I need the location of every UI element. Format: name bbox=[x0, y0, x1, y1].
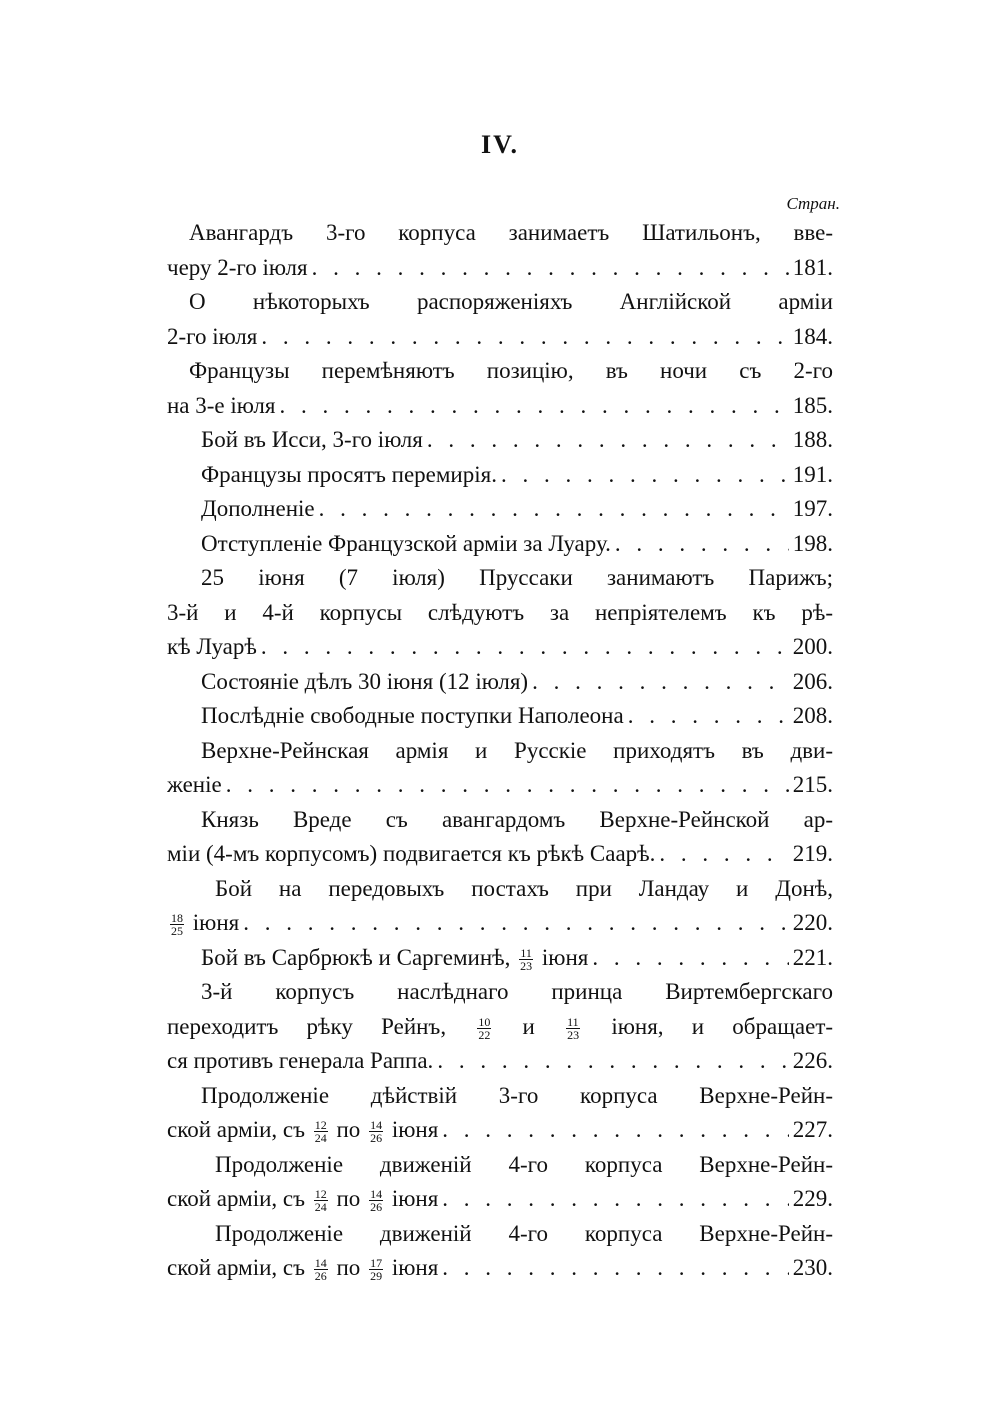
toc-entry bbox=[167, 423, 833, 458]
toc-entry-last-line bbox=[167, 320, 833, 355]
toc-entry-last-line bbox=[167, 458, 833, 493]
dot-leader bbox=[592, 941, 788, 976]
page-column-header: Стран. bbox=[786, 194, 840, 213]
toc-entry-text: Бой въ Сарбрюкѣ и Саргеминѣ, $\frac{11}{23}$ іюня bbox=[201, 944, 589, 973]
toc-entry-text: 3-й и 4-й корпусы слѣдуютъ за непріятелемъ къ рѣ- bbox=[167, 599, 833, 625]
toc-entry bbox=[167, 734, 833, 803]
date-fraction: $\frac{18}{25}$ bbox=[171, 911, 183, 939]
toc-page-number: 230. bbox=[792, 1255, 833, 1280]
dot-leader bbox=[442, 1251, 788, 1286]
toc-entry-text: Бой въ Исси, 3-го іюля bbox=[201, 427, 423, 452]
toc-page-number: 188. bbox=[792, 427, 833, 452]
toc-page-number: 185. bbox=[792, 392, 833, 418]
toc-entry-text: Французы перемѣняютъ позицію, въ ночи съ 2-го bbox=[189, 358, 833, 383]
dot-leader bbox=[532, 665, 789, 700]
toc-entry-text: Продолженіе движеній 4-го корпуса Верхне-Рейн- bbox=[215, 1220, 833, 1246]
toc-entry bbox=[167, 699, 833, 734]
toc-entry-last-line bbox=[167, 630, 833, 665]
dot-leader bbox=[442, 1182, 788, 1217]
toc-entry-last-line bbox=[167, 389, 833, 424]
toc-entry-text: Князь Вреде съ авангардомъ Верхне-Рейнской ар- bbox=[201, 806, 833, 832]
toc-entry-text: ской арміи, съ $\frac{12}{24}$ по $\frac{14}{26}$ іюня bbox=[167, 1186, 439, 1215]
toc-entry-text: черу 2-го іюля bbox=[167, 254, 308, 280]
toc-entry-last-line bbox=[167, 492, 833, 527]
toc-entry bbox=[167, 561, 833, 665]
toc-entry-text: Авангардъ 3-го корпуса занимаетъ Шатильонъ, вве- bbox=[189, 220, 833, 245]
toc-entry-text: женіе bbox=[167, 772, 222, 797]
date-fraction: $\frac{11}{23}$ bbox=[520, 945, 533, 973]
date-fraction: $\frac{14}{26}$ bbox=[370, 1187, 383, 1215]
toc-entry bbox=[167, 492, 833, 527]
toc-entry-last-line bbox=[167, 768, 833, 803]
dot-leader bbox=[442, 1113, 788, 1148]
toc-page-number: 184. bbox=[792, 323, 833, 349]
date-fraction: $\frac{17}{29}$ bbox=[370, 1256, 383, 1284]
toc-entry-last-line bbox=[167, 906, 833, 941]
toc-entry-last-line bbox=[167, 1044, 833, 1079]
toc-entry-text: міи (4-мъ корпусомъ) подвигается къ рѣкѣ Саарѣ. bbox=[167, 841, 656, 866]
date-fraction: $\frac{11}{23}$ bbox=[567, 1014, 580, 1042]
date-fraction: $\frac{12}{24}$ bbox=[314, 1118, 327, 1146]
toc-page-number: 200. bbox=[792, 634, 833, 659]
toc-entry-text: Верхне-Рейнская армія и Русскіе приходятъ въ дви- bbox=[201, 737, 833, 763]
toc-page-number: 191. bbox=[792, 461, 833, 487]
toc-entry-text: Французы просятъ перемирія. bbox=[201, 461, 497, 487]
toc-entry-text: Продолженіе дѣйствій 3-го корпуса Верхне-Рейн- bbox=[201, 1082, 833, 1108]
date-fraction: $\frac{14}{26}$ bbox=[314, 1256, 327, 1284]
toc-entry bbox=[167, 1148, 833, 1217]
toc-entry bbox=[167, 803, 833, 872]
toc-entry bbox=[167, 941, 833, 976]
toc-entry bbox=[167, 1079, 833, 1148]
dot-leader bbox=[279, 389, 788, 424]
date-fraction: $\frac{12}{24}$ bbox=[314, 1187, 327, 1215]
toc-entry bbox=[167, 665, 833, 700]
toc-entry bbox=[167, 216, 833, 285]
dot-leader bbox=[226, 768, 789, 803]
toc-page-number: 219. bbox=[792, 841, 833, 866]
toc-entry-text: кѣ Луарѣ bbox=[167, 634, 257, 659]
dot-leader bbox=[659, 837, 788, 872]
dot-leader bbox=[243, 906, 789, 941]
toc-entry-last-line bbox=[167, 527, 833, 562]
toc-entry-text: Состояніе дѣлъ 30 іюня (12 іюля) bbox=[201, 668, 529, 694]
toc-page-number: 215. bbox=[792, 772, 833, 797]
toc-entry-text: ской арміи, съ $\frac{12}{24}$ по $\frac{14}{26}$ іюня bbox=[167, 1117, 439, 1146]
dot-leader bbox=[261, 320, 788, 355]
toc-entry-text: Послѣдніе свободные поступки Наполеона bbox=[201, 703, 624, 728]
dot-leader bbox=[501, 458, 789, 493]
toc-page-number: 198. bbox=[792, 530, 833, 556]
dot-leader bbox=[427, 423, 789, 458]
toc-entry-text: $\frac{18}{25}$ іюня bbox=[171, 910, 240, 939]
toc-entry bbox=[167, 527, 833, 562]
toc-entry bbox=[167, 1217, 833, 1286]
toc-entry bbox=[167, 458, 833, 493]
toc-entry-text: ской арміи, съ $\frac{14}{26}$ по $\frac{17}{29}$ іюня bbox=[167, 1255, 439, 1284]
toc-entry-text: 3-й корпусъ наслѣднаго принца Виртембергскаго bbox=[201, 979, 833, 1004]
toc-entry-last-line bbox=[167, 665, 833, 700]
toc-entry-text: Бой на передовыхъ постахъ при Ландау и Донѣ, bbox=[215, 875, 833, 901]
toc-entry-last-line bbox=[167, 837, 833, 872]
toc-page-number: 226. bbox=[792, 1048, 833, 1073]
date-fraction: $\frac{10}{22}$ bbox=[478, 1014, 491, 1042]
date-fraction: $\frac{14}{26}$ bbox=[370, 1118, 383, 1146]
toc-entry-last-line bbox=[167, 1113, 833, 1148]
dot-leader bbox=[319, 492, 789, 527]
dot-leader bbox=[437, 1044, 788, 1079]
toc-page-number: 227. bbox=[792, 1117, 833, 1142]
toc-page-number: 181. bbox=[792, 254, 833, 280]
toc-entry-last-line bbox=[167, 941, 833, 976]
toc-entry-text: 2-го іюля bbox=[167, 323, 258, 349]
dot-leader bbox=[261, 630, 789, 665]
toc-entry-last-line bbox=[167, 1251, 833, 1286]
page-number: IV. bbox=[480, 130, 520, 159]
toc-page-number: 206. bbox=[792, 668, 833, 694]
toc-entry-text: Продолженіе движеній 4-го корпуса Верхне-Рейн- bbox=[215, 1151, 833, 1177]
toc-entry bbox=[167, 354, 833, 423]
toc-page-number: 221. bbox=[792, 944, 833, 970]
toc-entry-text: ся противъ генерала Раппа. bbox=[167, 1048, 434, 1073]
toc-entry-text: 25 іюня (7 іюля) Пруссаки занимаютъ Парижъ; bbox=[201, 565, 833, 590]
toc-entry-last-line bbox=[167, 1182, 833, 1217]
toc-page-number: 208. bbox=[792, 703, 833, 728]
toc-entry-text: на 3-е іюля bbox=[167, 392, 276, 418]
dot-leader bbox=[312, 251, 789, 286]
table-of-contents bbox=[167, 216, 833, 1286]
toc-entry-last-line bbox=[167, 423, 833, 458]
toc-page-number: 229. bbox=[792, 1186, 833, 1211]
toc-entry bbox=[167, 285, 833, 354]
toc-page-number: 197. bbox=[792, 496, 833, 521]
toc-entry-text: Отступленіе Французской арміи за Луару. bbox=[201, 530, 611, 556]
toc-entry-text: переходитъ рѣку Рейнъ, $\frac{10}{22}$ и $\frac{11}{23}$ іюня, и обращает- bbox=[167, 1013, 833, 1042]
toc-page-number: 220. bbox=[792, 910, 833, 935]
dot-leader bbox=[628, 699, 789, 734]
dot-leader bbox=[615, 527, 789, 562]
toc-entry bbox=[167, 975, 833, 1079]
toc-entry bbox=[167, 872, 833, 941]
toc-entry-last-line bbox=[167, 251, 833, 286]
toc-entry-last-line bbox=[167, 699, 833, 734]
toc-entry-text: Дополненіе bbox=[201, 496, 315, 521]
toc-entry-text: О нѣкоторыхъ распоряженіяхъ Англійской арміи bbox=[189, 289, 833, 314]
